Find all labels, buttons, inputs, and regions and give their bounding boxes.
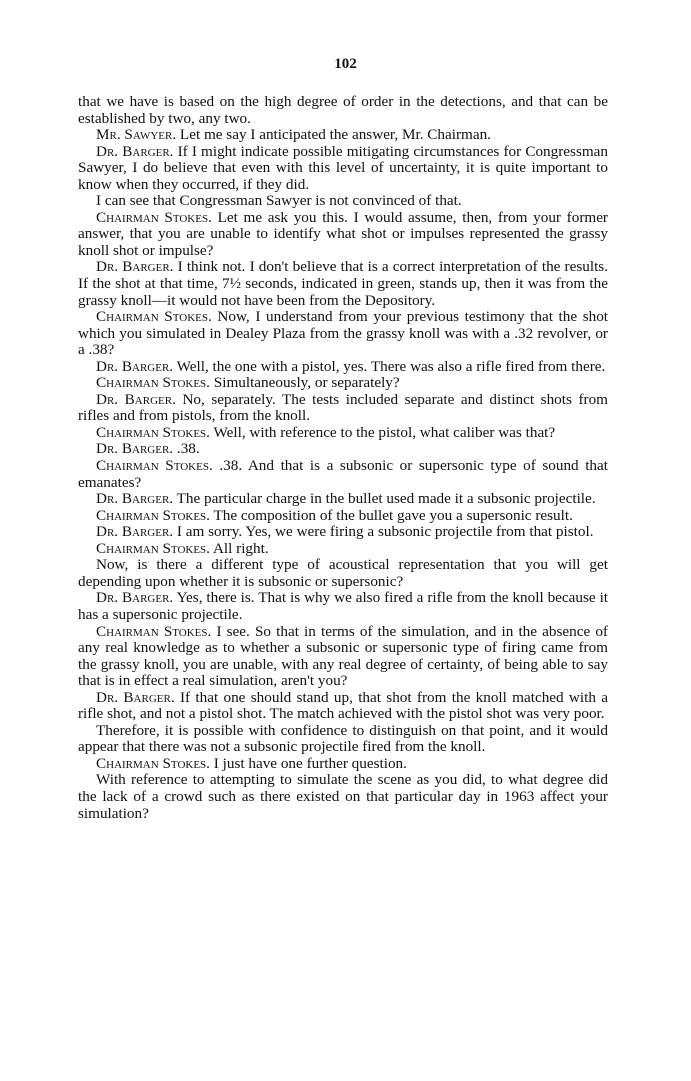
speaker-name: Dr. Barger. (96, 258, 174, 276)
paragraph (78, 458, 608, 491)
paragraph (78, 557, 608, 590)
paragraph-text: If that one should stand up, that shot from the knoll matched with a rifle shot, and not a pistol shot. The match achieved with the pistol shot was very poor. (78, 688, 608, 723)
paragraph-text: Well, with reference to the pistol, what caliber was that? (213, 423, 556, 441)
speaker-name: Dr. Barger. (96, 440, 174, 458)
paragraph-text: Now, is there a different type of acoustical representation that you will get depending upon whether it is subsonic or supersonic? (78, 556, 608, 590)
speaker-name: Dr. Barger. (96, 142, 174, 160)
paragraph-text: Now, I understand from your previous testimony that the shot which you simulated in Dealey Plaza from the grassy knoll was with a .32 revolver, or a .38? (78, 308, 609, 359)
page-number: 102 (334, 56, 357, 72)
paragraph-text: The composition of the bullet gave you a supersonic result. (213, 506, 573, 524)
speaker-name: Dr. Barger. (96, 688, 175, 706)
paragraph-text: Simultaneously, or separately? (213, 374, 400, 392)
speaker-name: Chairman Stokes. (96, 308, 212, 326)
paragraph-text: Yes, there is. That is why we also fired a rifle from the knoll because it has a supersonic projectile. (78, 589, 609, 623)
paragraph (78, 375, 608, 392)
paragraph-text: I just have one further question. (213, 754, 407, 772)
paragraph (78, 359, 608, 376)
paragraph-text: I can see that Congressman Sawyer is not convinced of that. (96, 192, 462, 210)
transcript-body (78, 94, 608, 822)
speaker-name: Mr. Sawyer. (96, 126, 177, 144)
paragraph-text: Therefore, it is possible with confidence to distinguish on that point, and it would appear that there was not a subsonic projectile fired from the knoll. (78, 721, 608, 756)
speaker-name: Dr. Barger. (96, 523, 174, 541)
paragraph-text: Let me say I anticipated the answer, Mr. Chairman. (179, 126, 491, 144)
paragraph (78, 392, 608, 425)
speaker-name: Chairman Stokes. (96, 506, 210, 524)
paragraph-text: Well, the one with a pistol, yes. There was also a rifle fired from there. (176, 357, 606, 375)
paragraph-text: All right. (212, 539, 269, 557)
paragraph (78, 590, 608, 623)
paragraph-text: The particular charge in the bullet used made it a subsonic projectile. (176, 490, 596, 508)
speaker-name: Chairman Stokes. (96, 374, 210, 392)
paragraph (78, 491, 608, 508)
speaker-name: Chairman Stokes. (96, 754, 210, 772)
paragraph (78, 772, 608, 822)
paragraph (78, 127, 608, 144)
speaker-name: Chairman Stokes. (96, 423, 210, 441)
paragraph-text: No, separately. The tests included separate and distinct shots from rifles and from pistols, from the knoll. (78, 390, 608, 425)
speaker-name: Dr. Barger. (96, 490, 174, 508)
paragraph (78, 144, 608, 194)
speaker-name: Chairman Stokes. (96, 539, 210, 557)
paragraph-text: I am sorry. Yes, we were firing a subsonic projectile from that pistol. (176, 523, 594, 541)
paragraph (78, 441, 608, 458)
paragraph-text: I think not. I don't believe that is a correct interpretation of the results. If the shot at that time, 7½ seconds, indicated in green, stands up, then it was from the grassy knoll—it would not have been from the Depository. (78, 258, 609, 309)
paragraph (78, 259, 608, 309)
paragraph (78, 309, 608, 359)
paragraph (78, 756, 608, 773)
speaker-name: Chairman Stokes. (96, 208, 212, 226)
paragraph-text: With reference to attempting to simulate the scene as you did, to what degree did the lack of a crowd such as there existed on that particular day in 1963 affect your simulation? (78, 771, 608, 822)
paragraph-text: that we have is based on the high degree of order in the detections, and that can be established by two, any two. (78, 93, 608, 127)
paragraph (78, 690, 608, 723)
paragraph (78, 524, 608, 541)
paragraph (78, 193, 608, 210)
paragraph-text: If I might indicate possible mitigating circumstances for Congressman Sawyer, I do believe that even with this level of uncertainty, it is quite important to know when they occurred, if they did. (78, 142, 609, 193)
speaker-name: Chairman Stokes. (96, 622, 212, 640)
speaker-name: Dr. Barger. (96, 390, 176, 408)
speaker-name: Dr. Barger. (96, 357, 174, 375)
speaker-name: Chairman Stokes. (96, 457, 213, 475)
paragraph (78, 508, 608, 525)
paragraph-text: I see. So that in terms of the simulation, and in the absence of any real knowledge as to whether a subsonic or supersonic type of firing came from the grassy knoll, you are unable, with any real degree of certainty, of being able to say that is in effect a real simulation, aren't you? (78, 622, 608, 690)
paragraph (78, 425, 608, 442)
paragraph-text: Let me ask you this. I would assume, then, from your former answer, that you are unable to identify what shot or impulses represented the grassy knoll shot or impulse? (78, 208, 608, 259)
paragraph-text: .38. And that is a subsonic or supersonic type of sound that emanates? (78, 457, 608, 491)
paragraph (78, 210, 608, 260)
paragraph (78, 541, 608, 558)
speaker-name: Dr. Barger. (96, 589, 174, 607)
paragraph (78, 94, 608, 127)
paragraph (78, 723, 608, 756)
paragraph-text: .38. (176, 440, 200, 458)
paragraph (78, 624, 608, 690)
